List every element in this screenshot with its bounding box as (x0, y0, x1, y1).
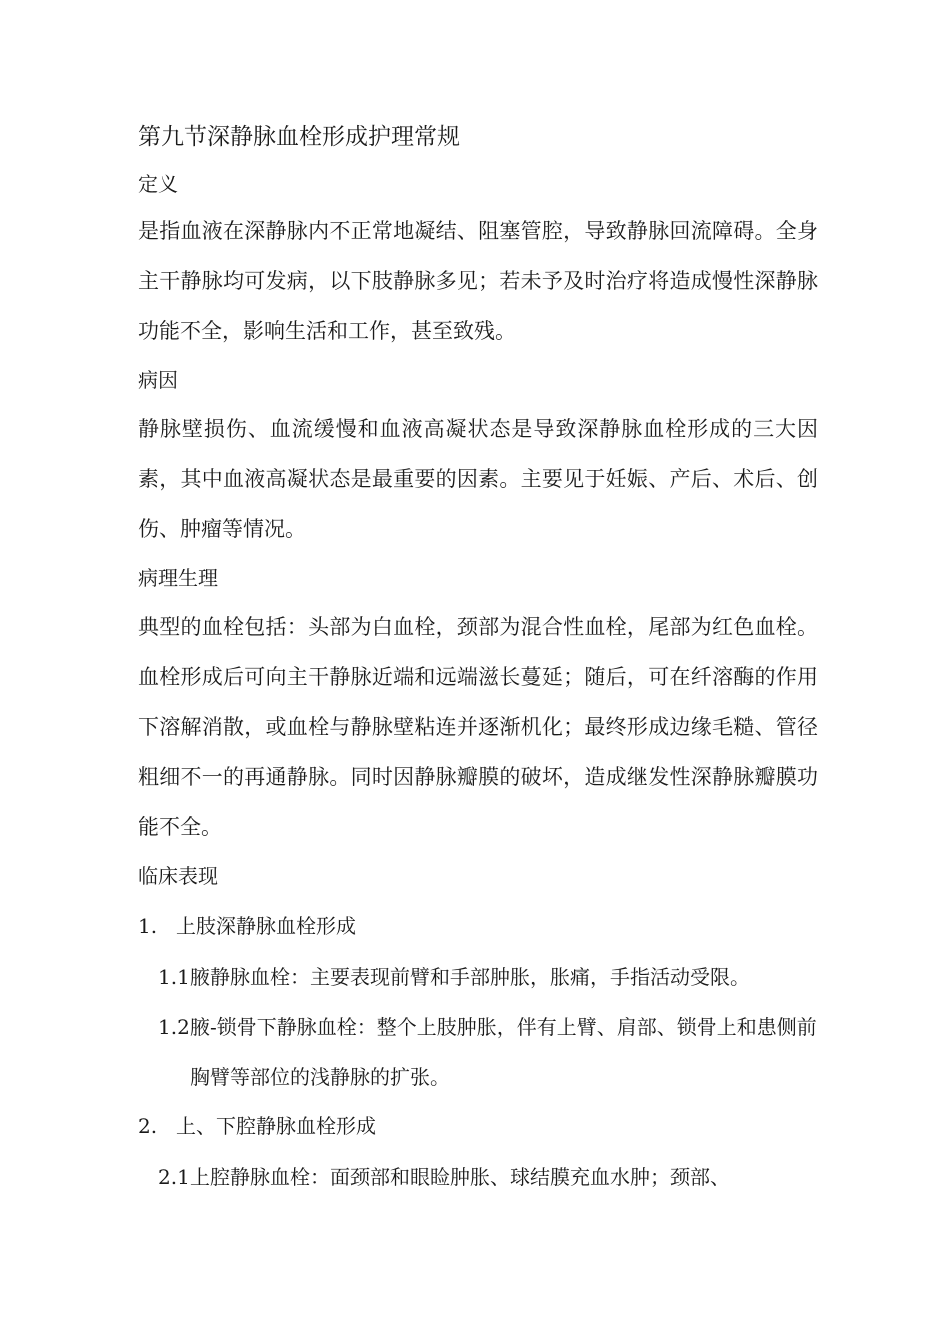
sub-list-item (158, 1152, 818, 1202)
section-heading-etiology: 病因 (138, 368, 178, 392)
sub-item-number: 1.1 (158, 965, 190, 989)
list-item-text: 上、下腔静脉血栓形成 (176, 1114, 376, 1138)
section-heading-clinical: 临床表现 (138, 864, 218, 888)
sub-item-text: 腋-锁骨下静脉血栓：整个上肢肿胀，伴有上臂、肩部、锁骨上和患侧前胸臂等部位的浅静脉的扩张。 (190, 1015, 817, 1089)
section-heading-pathophysiology: 病理生理 (138, 566, 218, 590)
list-item-number: 1. (138, 914, 158, 938)
sub-item-number: 2.1 (158, 1165, 190, 1189)
section-heading-definition: 定义 (138, 172, 178, 196)
list-item-text: 上肢深静脉血栓形成 (176, 914, 356, 938)
sub-item-text: 上腔静脉血栓：面颈部和眼睑肿胀、球结膜充血水肿；颈部、 (190, 1165, 730, 1189)
section-paragraph-definition: 是指血液在深静脉内不正常地凝结、阻塞管腔，导致静脉回流障碍。全身主干静脉均可发病，以下肢静脉多见；若未予及时治疗将造成慢性深静脉功能不全，影响生活和工作，甚至致残。 (138, 219, 818, 343)
sub-list-item (158, 1002, 818, 1102)
sub-item-text: 腋静脉血栓：主要表现前臂和手部肿胀，胀痛，手指活动受限。 (190, 965, 750, 989)
section-paragraph-pathophysiology: 典型的血栓包括：头部为白血栓，颈部为混合性血栓，尾部为红色血栓。血栓形成后可向主干静脉近端和远端滋长蔓延；随后，可在纤溶酶的作用下溶解消散，或血栓与静脉壁粘连并逐渐机化；最终形成边缘毛糙、管径粗细不一的再通静脉。同时因静脉瓣膜的破坏，造成继发性深静脉瓣膜功能不全。 (138, 615, 818, 839)
list-item (138, 1110, 376, 1142)
list-item-number: 2. (138, 1114, 158, 1138)
section-paragraph-etiology: 静脉壁损伤、血流缓慢和血液高凝状态是导致深静脉血栓形成的三大因素，其中血液高凝状态是最重要的因素。主要见于妊娠、产后、术后、创伤、肿瘤等情况。 (138, 417, 818, 541)
list-item (138, 910, 356, 942)
sub-item-number: 1.2 (158, 1015, 190, 1039)
sub-list-item (158, 952, 818, 1002)
document-title: 第九节深静脉血栓形成护理常规 (138, 124, 460, 150)
